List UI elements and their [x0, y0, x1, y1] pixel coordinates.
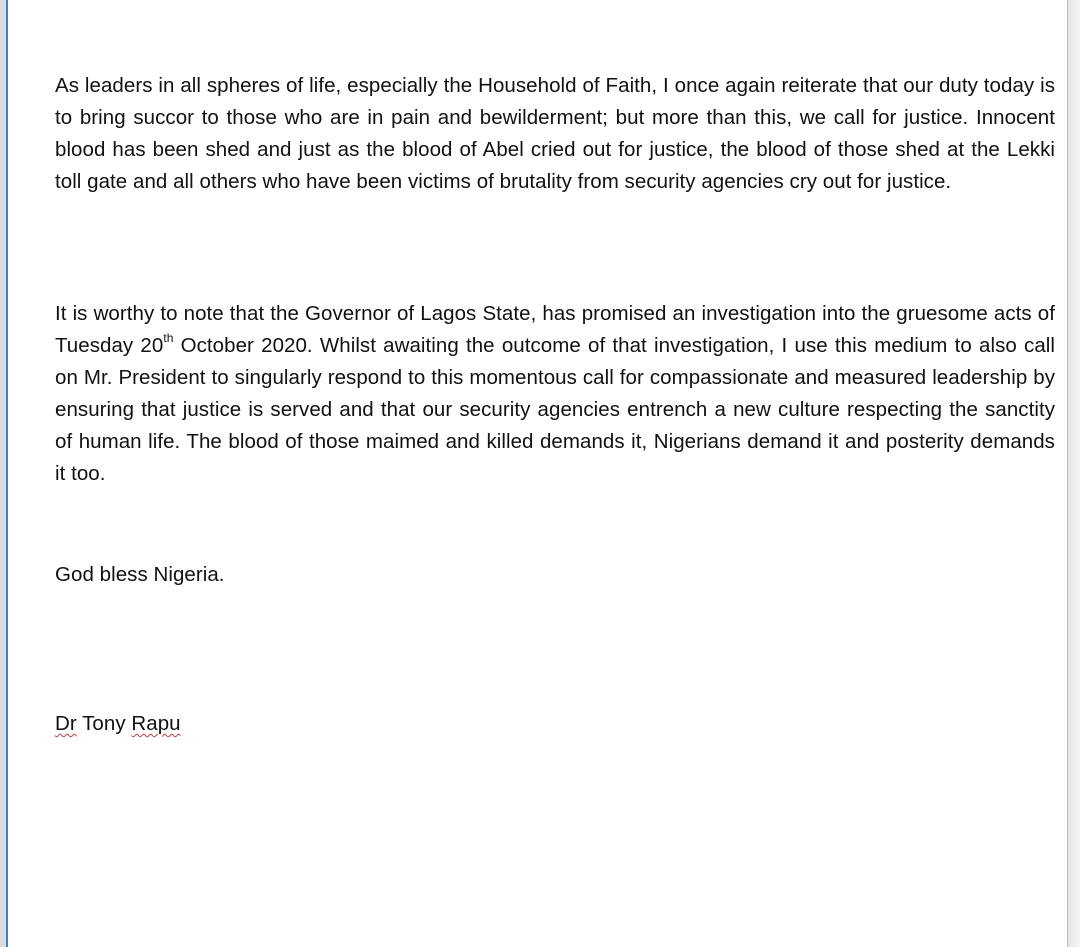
closing-line: God bless Nigeria. [55, 563, 225, 586]
paragraph-investigation-end: October 2020. Whilst awaiting the outcome of that investigation, I use this medium to also call on Mr. President to singularly respond to this momentous call for compassionate and measured leadership by ensuring that justice is served and that our security agencies entrench a new culture respecting the sanctity of human life. The blood of those maimed and killed demands it, Nigerians demand it and posterity demands it too. [55, 334, 1055, 485]
signature-last-name: Rapu [131, 712, 181, 735]
signature-first-name: Tony [82, 712, 126, 735]
signature-title: Dr [55, 712, 77, 735]
paragraph-justice: As leaders in all spheres of life, especially the Household of Faith, I once again reiterate that our duty today is to bring succor to those who are in pain and bewilderment; but more than this, we call for justice. Innocent blood has been shed and just as the blood of Abel cried out for justice, the blood of those shed at the Lekki toll gate and all others who have been victims of brutality from security agencies cry out for justice. [55, 74, 1055, 193]
signature-line [55, 708, 1055, 740]
paragraph-investigation [55, 298, 1055, 490]
paragraph-investigation-start: It is worthy to note that the Governor of Lagos State, has promised an investigation into the gruesome acts of Tuesday 20 [55, 302, 1055, 357]
document-page [6, 0, 1068, 947]
ordinal-suffix: th [163, 331, 174, 346]
right-edge [1068, 0, 1080, 947]
